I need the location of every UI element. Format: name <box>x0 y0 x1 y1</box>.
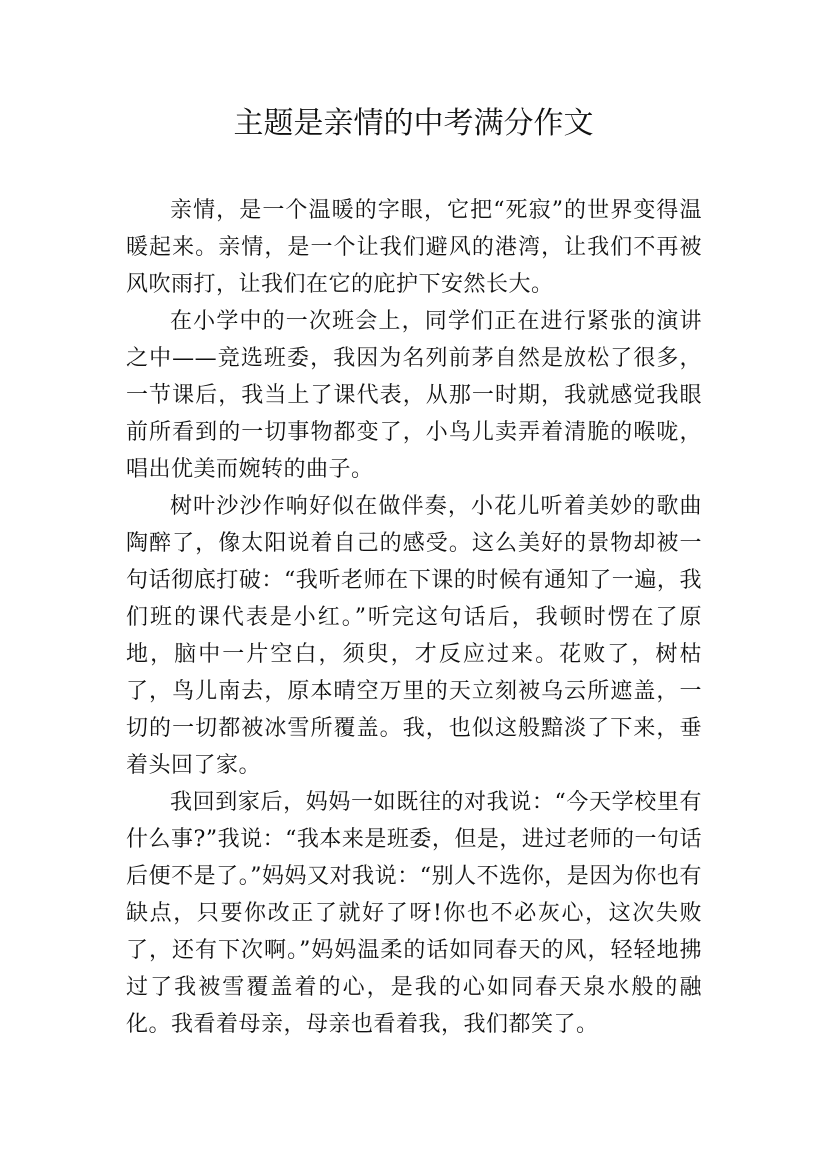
paragraph: 树叶沙沙作响好似在做伴奏，小花儿听着美妙的歌曲陶醉了，像太阳说着自己的感受。这么美好的景物却被一句话彻底打破：“我听老师在下课的时候有通知了一遍，我们班的课代表是小红。”听完这句话后，我顿时愣在了原地，脑中一片空白，须臾，才反应过来。花败了，树枯了，鸟儿南去，原本晴空万里的天立刻被乌云所遮盖，一切的一切都被冰雪所覆盖。我，也似这般黯淡了下来，垂着头回了家。 <box>126 494 702 778</box>
paragraph: 我回到家后，妈妈一如既往的对我说：“今天学校里有什么事?”我说：“我本来是班委，但是，进过老师的一句话后便不是了。”妈妈又对我说：“别人不选你，是因为你也有缺点，只要你改正了就好了呀!你也不必灰心，这次失败了，还有下次啊。”妈妈温柔的话如同春天的风，轻轻地拂过了我被雪覆盖着的心，是我的心如同春天泉水般的融化。我看着母亲，母亲也看着我，我们都笑了。 <box>126 790 702 1037</box>
paragraph: 亲情，是一个温暖的字眼，它把“死寂”的世界变得温暖起来。亲情，是一个让我们避风的港湾，让我们不再被风吹雨打，让我们在它的庇护下安然长大。 <box>126 198 702 297</box>
document-body <box>126 192 702 1043</box>
document-title: 主题是亲情的中考满分作文 <box>233 106 594 141</box>
paragraph: 在小学中的一次班会上，同学们正在进行紧张的演讲之中——竞选班委，我因为名列前茅自然是放松了很多，一节课后，我当上了课代表，从那一时期，我就感觉我眼前所看到的一切事物都变了，小鸟儿卖弄着清脆的喉咙，唱出优美而婉转的曲子。 <box>126 309 702 482</box>
